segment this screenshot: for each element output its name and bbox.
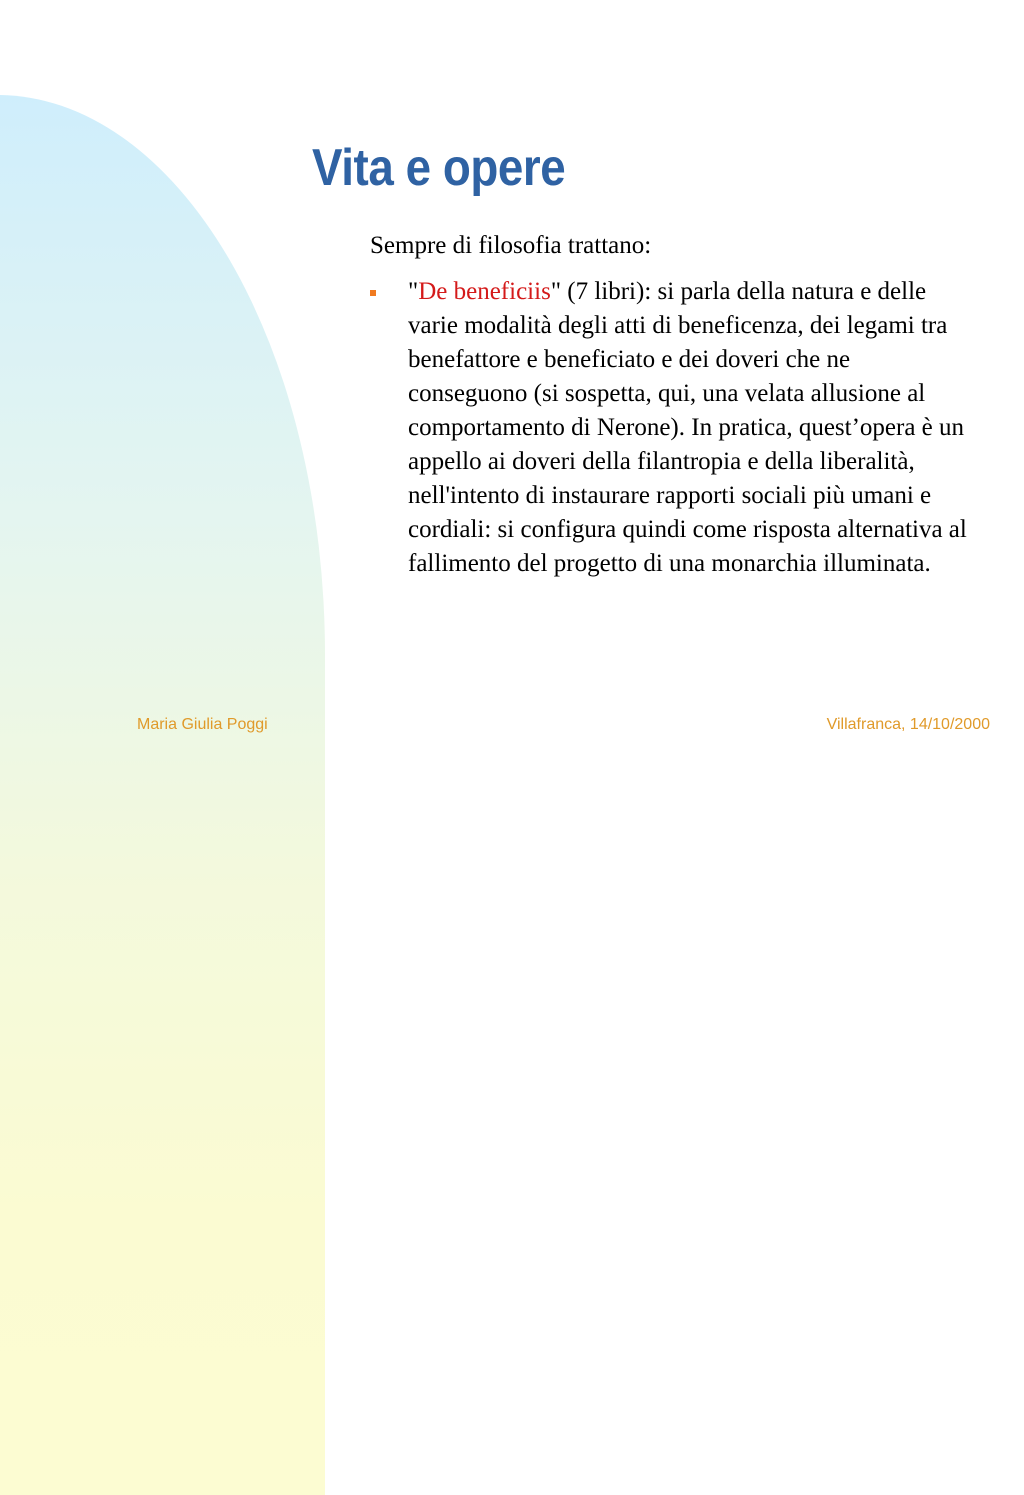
quote-open: " xyxy=(408,278,419,305)
square-bullet-icon xyxy=(370,290,376,296)
slide-content xyxy=(370,229,970,581)
slide-title: Vita e opere xyxy=(312,139,566,197)
footer-place-date: Villafranca, 14/10/2000 xyxy=(826,716,990,733)
bullet-text: " (7 libri): si parla della natura e delle varie modalità degli atti di beneficenza, dei legami tra benefattore e beneficiato e dei doveri che ne conseguono (si sospetta, qui, una velata allusione al comportamento di Nerone). In pratica, quest’opera è un appello ai doveri della filantropia e della liberalità, nell'intento di instaurare rapporti sociali più umani e cordiali: si configura quindi come risposta alternativa al fallimento del progetto di una monarchia illuminata. xyxy=(408,278,967,577)
work-title: De beneficiis xyxy=(418,278,551,305)
footer-author: Maria Giulia Poggi xyxy=(137,716,268,733)
background-arc-decoration xyxy=(0,95,325,1495)
bullet-item xyxy=(370,275,970,581)
intro-text: Sempre di filosofia trattano: xyxy=(370,232,652,259)
bullet-list xyxy=(370,275,970,581)
